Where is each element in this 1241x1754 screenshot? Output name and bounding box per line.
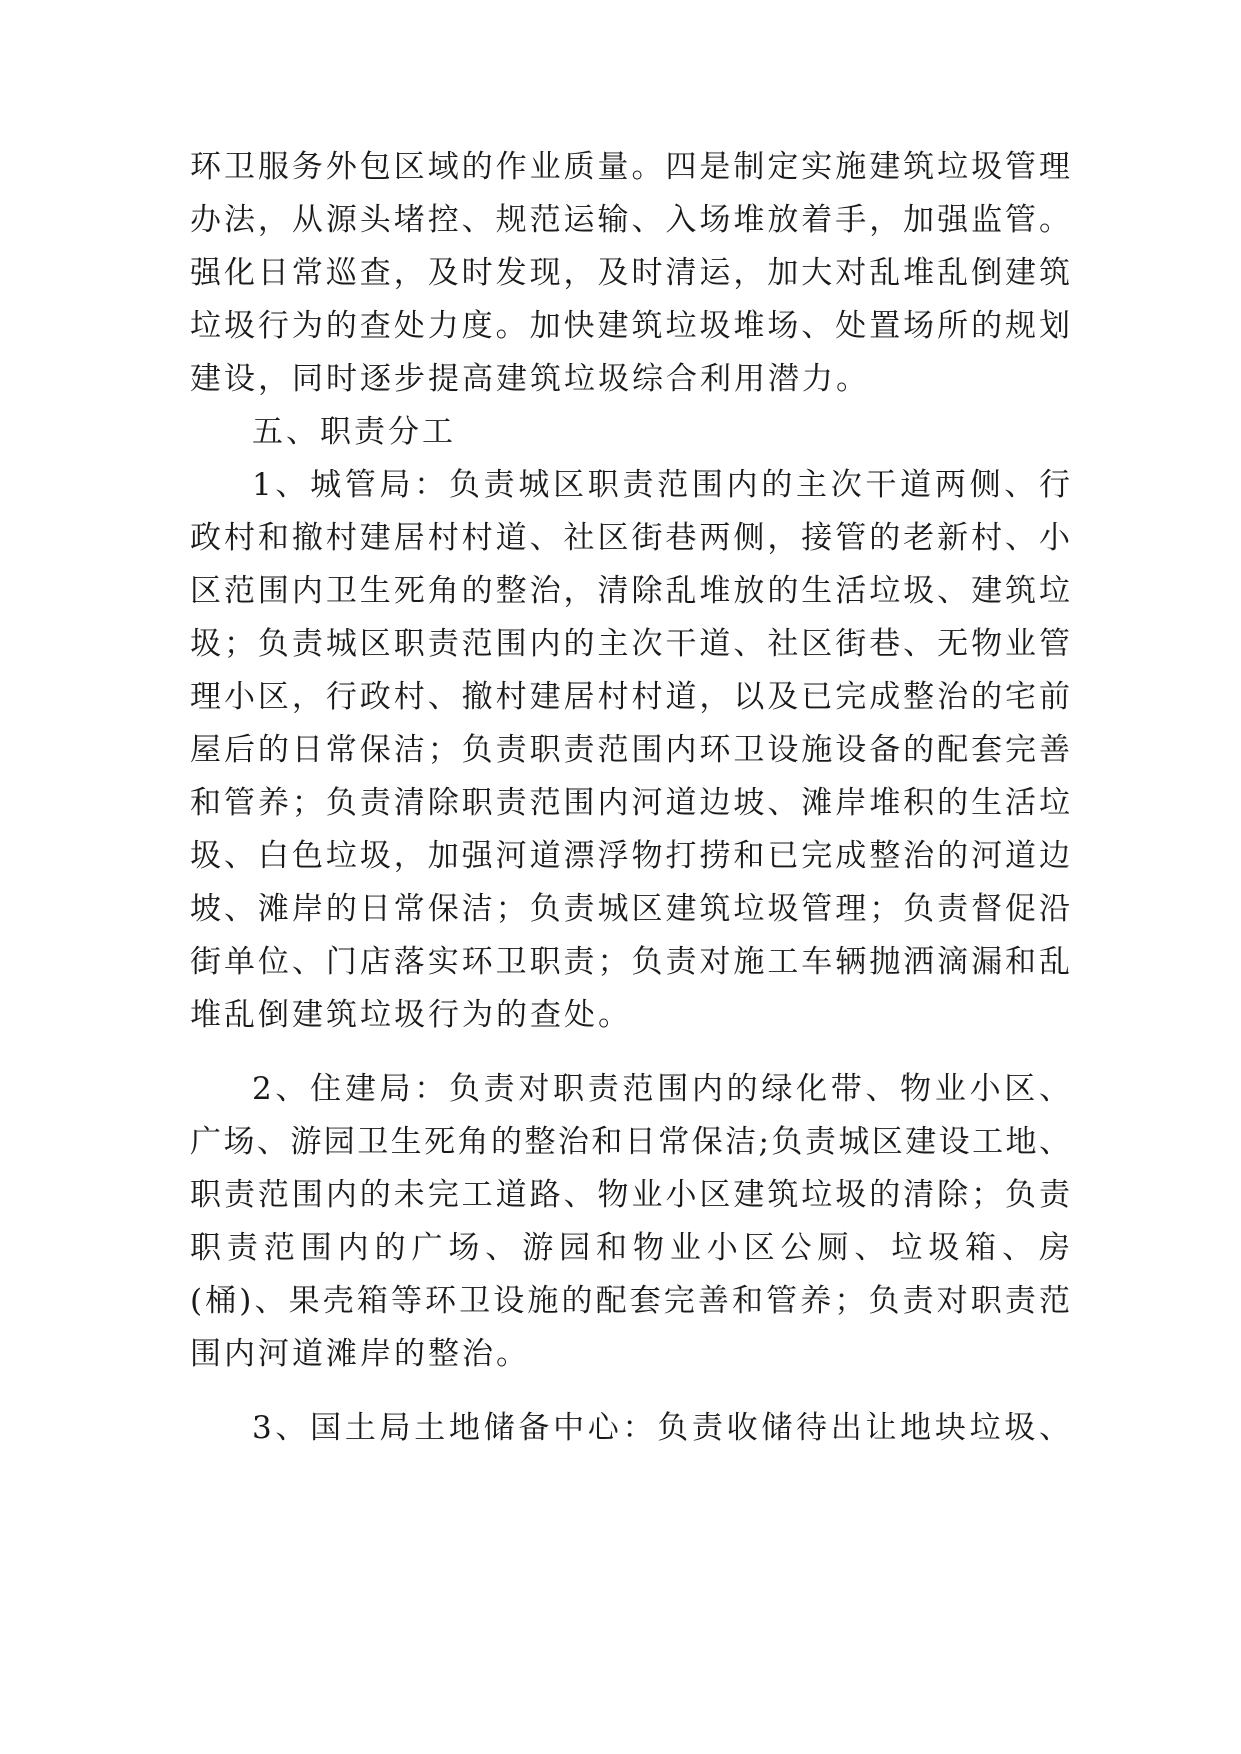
text-line: 环卫服务外包区域的作业质量。四是制定实施建筑垃圾管理 — [190, 149, 1070, 185]
text-line: 围内河道滩岸的整治。 — [190, 1336, 530, 1372]
text-line: 2、住建局：负责对职责范围内的绿化带、物业小区、 — [252, 1071, 1070, 1107]
text-line: 广场、游园卫生死角的整治和日常保洁;负责城区建设工地、 — [190, 1124, 1070, 1160]
text-line: 理小区，行政村、撤村建居村村道，以及已完成整治的宅前 — [190, 679, 1070, 715]
text-line: 街单位、门店落实环卫职责；负责对施工车辆抛洒滴漏和乱 — [190, 944, 1070, 980]
section-heading: 五、职责分工 — [252, 414, 456, 450]
text-line: 3、国土局土地储备中心：负责收储待出让地块垃圾、 — [252, 1410, 1070, 1446]
text-line: 圾、白色垃圾，加强河道漂浮物打捞和已完成整治的河道边 — [190, 838, 1070, 874]
text-line: 1、城管局：负责城区职责范围内的主次干道两侧、行 — [252, 467, 1070, 503]
text-line: 垃圾行为的查处力度。加快建筑垃圾堆场、处置场所的规划 — [190, 308, 1070, 344]
text-line: 坡、滩岸的日常保洁；负责城区建筑垃圾管理；负责督促沿 — [190, 891, 1070, 927]
text-line: 屋后的日常保洁；负责职责范围内环卫设施设备的配套完善 — [190, 732, 1070, 768]
text-line: 政村和撤村建居村村道、社区街巷两侧，接管的老新村、小 — [190, 520, 1070, 556]
text-line: 和管养；负责清除职责范围内河道边坡、滩岸堆积的生活垃 — [190, 785, 1070, 821]
text-line: 职责范围内的广场、游园和物业小区公厕、垃圾箱、房 — [190, 1230, 1070, 1266]
text-line: 堆乱倒建筑垃圾行为的查处。 — [190, 997, 632, 1033]
text-line: 圾；负责城区职责范围内的主次干道、社区街巷、无物业管 — [190, 626, 1070, 662]
text-line: 建设，同时逐步提高建筑垃圾综合利用潜力。 — [190, 361, 870, 397]
text-line: (桶)、果壳箱等环卫设施的配套完善和管养；负责对职责范 — [190, 1283, 1070, 1319]
text-line: 职责范围内的未完工道路、物业小区建筑垃圾的清除；负责 — [190, 1177, 1070, 1213]
text-line: 办法，从源头堵控、规范运输、入场堆放着手，加强监管。 — [190, 202, 1070, 238]
text-line: 强化日常巡查，及时发现，及时清运，加大对乱堆乱倒建筑 — [190, 255, 1070, 291]
text-line: 区范围内卫生死角的整治，清除乱堆放的生活垃圾、建筑垃 — [190, 573, 1070, 609]
